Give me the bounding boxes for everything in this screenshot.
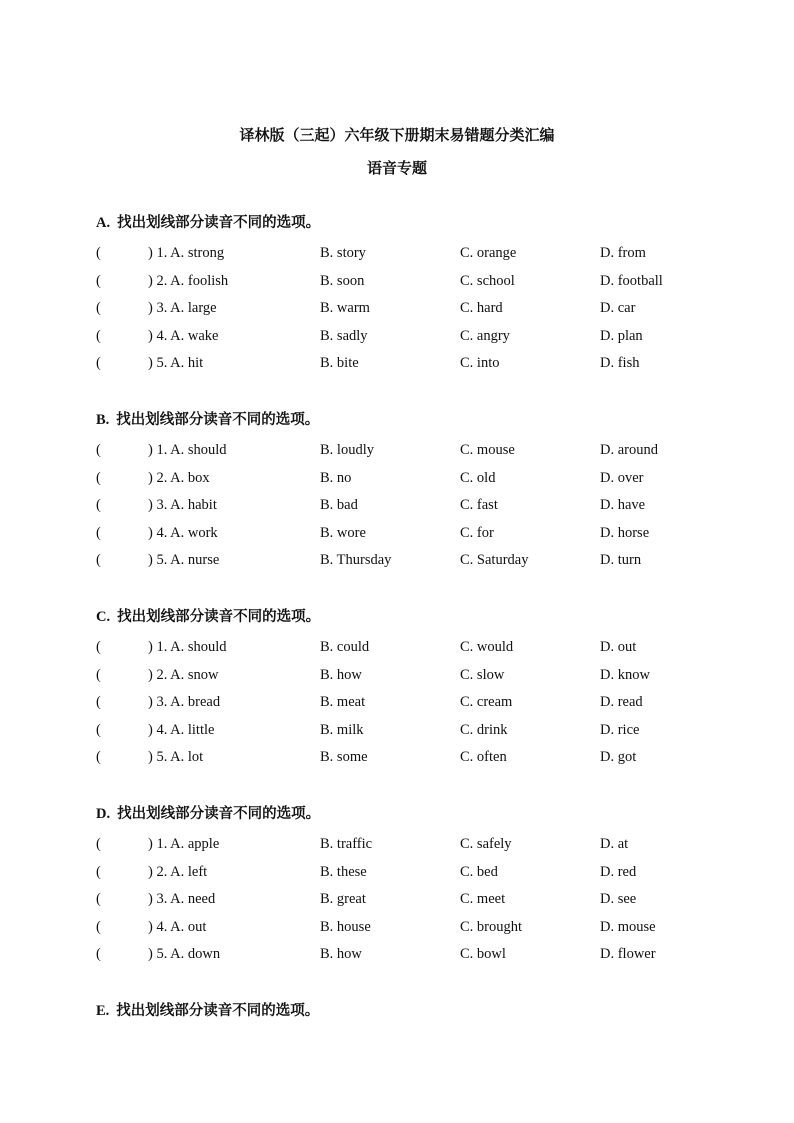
section-heading [96,212,716,234]
option-a: ) 4. A. wake [148,327,219,344]
option-d: D. mouse [600,918,656,935]
answer-blank-open[interactable]: ( [96,442,101,458]
question-row [96,747,716,775]
option-b: B. story [320,245,366,261]
question-list [96,637,716,775]
option-c: C. cream [460,694,513,710]
option-a: ) 2. A. foolish [148,272,229,289]
section-heading [96,1000,716,1022]
option-d: D. got [600,749,637,765]
option-a: ) 2. A. left [148,863,208,880]
question-list [96,243,716,381]
section-d [96,803,716,972]
option-c: C. orange [460,245,517,261]
option-b: B. no [320,469,352,486]
option-b: B. wore [320,524,366,541]
option-a: ) 5. A. nurse [148,552,220,568]
option-b: B. Thursday [320,552,392,568]
option-b: B. loudly [320,442,374,458]
question-row [96,353,716,381]
option-b: B. milk [320,721,364,738]
answer-blank-open[interactable]: ( [96,327,101,344]
option-a: ) 3. A. habit [148,497,217,513]
section-heading [96,803,716,825]
option-a: ) 1. A. should [148,639,227,655]
option-b: B. bad [320,497,358,513]
question-row [96,889,716,917]
question-row [96,523,716,551]
option-a: ) 3. A. bread [148,694,221,710]
option-c: C. school [460,272,515,289]
option-c: C. hard [460,300,503,316]
question-row [96,298,716,326]
option-c: C. mouse [460,442,515,458]
section-instruction: 找出划线部分读音不同的选项。 [117,609,321,625]
option-a: ) 1. A. apple [148,836,220,852]
option-b: B. could [320,639,370,655]
section-heading [96,606,716,628]
option-a: ) 1. A. strong [148,245,225,261]
section-e [96,1000,716,1022]
question-row [96,862,716,890]
answer-blank-open[interactable]: ( [96,836,101,852]
question-list [96,440,716,578]
question-row [96,834,716,862]
worksheet-subtitle: 语音专题 [366,159,427,177]
section-instruction: 找出划线部分读音不同的选项。 [116,412,320,428]
option-a: ) 3. A. large [148,300,217,316]
answer-blank-open[interactable]: ( [96,946,101,962]
question-row [96,271,716,299]
option-d: D. car [600,300,636,316]
answer-blank-open[interactable]: ( [96,355,101,371]
option-b: B. bite [320,355,359,371]
option-a: ) 4. A. out [148,918,207,935]
answer-blank-open[interactable]: ( [96,918,101,935]
option-d: D. from [600,245,646,261]
option-a: ) 4. A. little [148,721,215,738]
option-c: C. into [460,355,500,371]
answer-blank-open[interactable]: ( [96,639,101,655]
option-c: C. for [460,524,494,541]
answer-blank-open[interactable]: ( [96,245,101,261]
section-b [96,409,716,578]
option-a: ) 1. A. should [148,442,227,458]
worksheet-title: 译林版（三起）六年级下册期末易错题分类汇编 [239,126,555,144]
option-a: ) 5. A. lot [148,749,204,765]
option-b: B. soon [320,272,365,289]
option-b: B. house [320,918,371,935]
answer-blank-open[interactable]: ( [96,469,101,486]
section-letter: E. [96,1003,110,1019]
answer-blank-open[interactable]: ( [96,300,101,316]
question-row [96,944,716,972]
section-letter: C. [96,609,111,625]
answer-blank-open[interactable]: ( [96,524,101,541]
option-d: D. read [600,694,643,710]
option-c: C. would [460,639,514,655]
section-letter: D. [96,806,111,822]
option-d: D. horse [600,524,650,541]
option-d: D. flower [600,946,656,962]
option-b: B. these [320,863,367,880]
option-b: B. how [320,666,362,683]
option-d: D. red [600,863,637,880]
answer-blank-open[interactable]: ( [96,749,101,765]
section-c [96,606,716,775]
option-d: D. see [600,891,637,907]
option-a: ) 5. A. down [148,946,221,962]
option-b: B. great [320,891,366,907]
option-a: ) 2. A. snow [148,666,219,683]
question-row [96,243,716,271]
question-row [96,468,716,496]
option-c: C. brought [460,918,523,935]
option-a: ) 3. A. need [148,891,216,907]
option-c: C. old [460,469,496,486]
option-c: C. bed [460,863,498,880]
section-letter: B. [96,412,110,428]
option-d: D. out [600,639,637,655]
option-c: C. bowl [460,946,506,962]
question-row [96,550,716,578]
option-c: C. fast [460,497,498,513]
option-a: ) 2. A. box [148,469,210,486]
option-b: B. sadly [320,327,368,344]
answer-blank-open[interactable]: ( [96,272,101,289]
section-a [96,212,716,381]
option-b: B. meat [320,694,366,710]
option-b: B. warm [320,300,370,316]
option-c: C. Saturday [460,552,529,568]
section-instruction: 找出划线部分读音不同的选项。 [117,806,321,822]
option-c: C. often [460,749,507,765]
option-b: B. how [320,946,362,962]
answer-blank-open[interactable]: ( [96,552,101,568]
answer-blank-open[interactable]: ( [96,891,101,907]
question-row [96,665,716,693]
question-row [96,637,716,665]
option-a: ) 4. A. work [148,524,218,541]
answer-blank-open[interactable]: ( [96,497,101,513]
question-row [96,326,716,354]
answer-blank-open[interactable]: ( [96,863,101,880]
question-list [96,834,716,972]
option-a: ) 5. A. hit [148,355,204,371]
question-row [96,720,716,748]
option-d: D. at [600,836,629,852]
question-row [96,917,716,945]
answer-blank-open[interactable]: ( [96,666,101,683]
question-row [96,440,716,468]
option-d: D. around [600,442,658,458]
option-c: C. angry [460,327,510,344]
section-instruction: 找出划线部分读音不同的选项。 [117,215,321,231]
option-c: C. safely [460,836,512,852]
option-d: D. football [600,272,663,289]
option-d: D. over [600,469,644,486]
option-c: C. slow [460,666,505,683]
option-d: D. turn [600,552,642,568]
answer-blank-open[interactable]: ( [96,694,101,710]
option-d: D. know [600,666,650,683]
question-row [96,692,716,720]
section-heading [96,409,716,431]
option-d: D. rice [600,721,640,738]
option-c: C. meet [460,891,506,907]
option-d: D. fish [600,355,640,371]
section-letter: A. [96,215,111,231]
question-row [96,495,716,523]
option-d: D. have [600,497,646,513]
option-c: C. drink [460,721,508,738]
option-b: B. some [320,749,368,765]
option-b: B. traffic [320,836,373,852]
option-d: D. plan [600,327,643,344]
section-instruction: 找出划线部分读音不同的选项。 [116,1003,320,1019]
answer-blank-open[interactable]: ( [96,721,101,738]
